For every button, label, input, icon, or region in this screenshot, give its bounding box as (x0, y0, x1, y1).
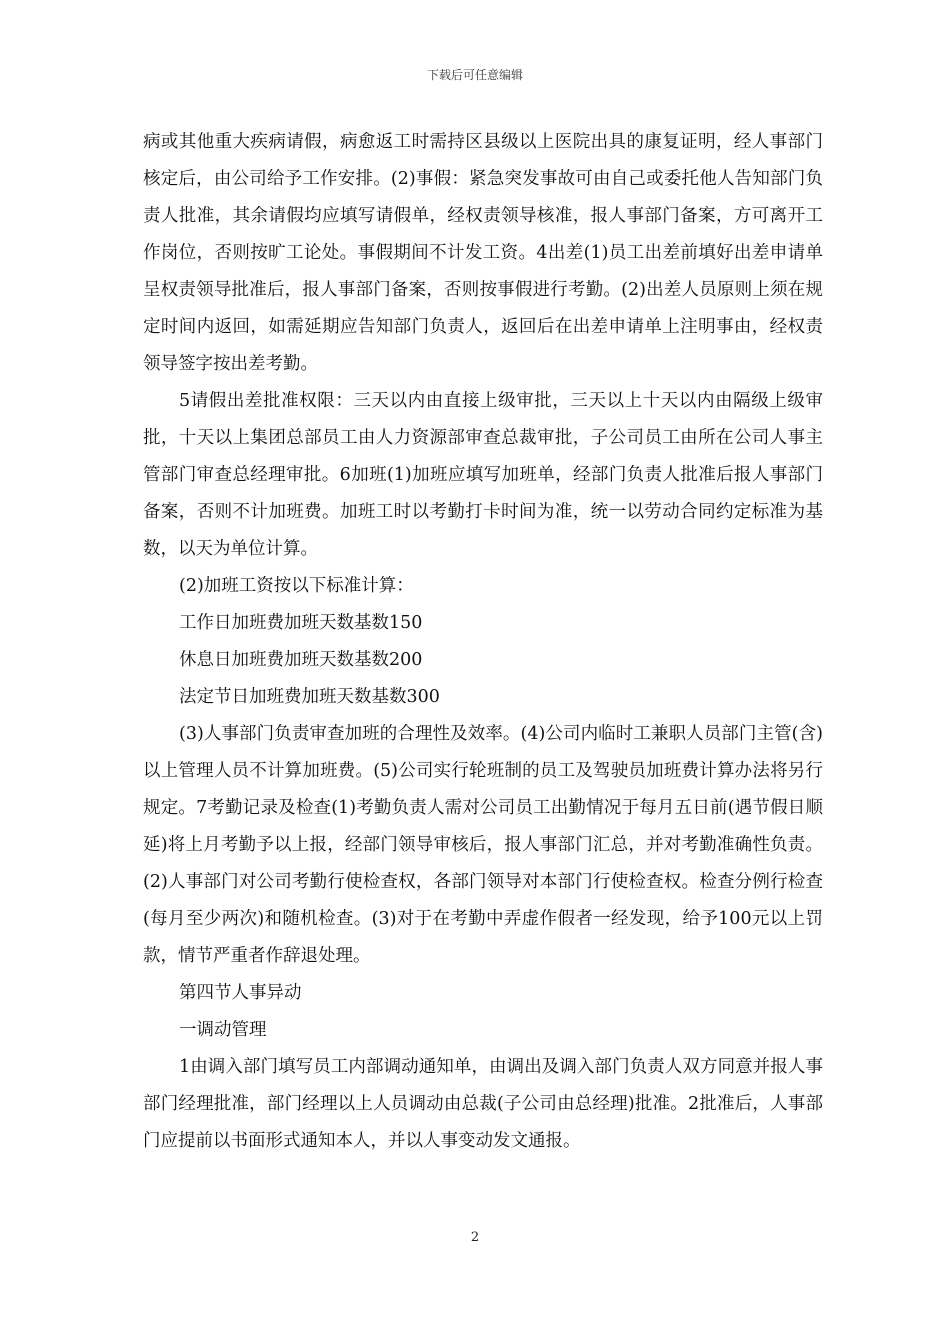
paragraph: (3)人事部门负责审查加班的合理性及效率。(4)公司内临时工兼职人员部门主管(含)以上管理人员不计算加班费。(5)公司实行轮班制的员工及驾驶员加班费计算办法将另行规定。7考勤记录及检查(1)考勤负责人需对公司员工出勤情况于每月五日前(遇节假日顺延)将上月考勤予以上报，经部门领导审核后，报人事部门汇总，并对考勤准确性负责。(2)人事部门对公司考勤行使检查权，各部门领导对本部门行使检查权。检查分例行检查(每月至少两次)和随机检查。(3)对于在考勤中弄虚作假者一经发现，给予100元以上罚款，情节严重者作辞退处理。 (143, 724, 823, 966)
section-heading: 第四节人事异动 (179, 983, 302, 1003)
paragraph: 法定节日加班费加班天数基数300 (179, 687, 440, 707)
paragraph: 5请假出差批准权限：三天以内由直接上级审批，三天以上十天以内由隔级上级审批，十天以上集团总部员工由人力资源部审查总裁审批，子公司员工由所在公司人事主管部门审查总经理审批。6加班(1)加班应填写加班单，经部门负责人批准后报人事部门备案，否则不计加班费。加班工时以考勤打卡时间为准，统一以劳动合同约定标准为基数，以天为单位计算。 (143, 391, 823, 559)
paragraph: (2)加班工资按以下标准计算： (179, 576, 414, 596)
paragraph: 工作日加班费加班天数基数150 (179, 613, 423, 633)
paragraph: 1由调入部门填写员工内部调动通知单，由调出及调入部门负责人双方同意并报人事部门经理批准，部门经理以上人员调动由总裁(子公司由总经理)批准。2批准后，人事部门应提前以书面形式通知本人，并以人事变动发文通报。 (143, 1057, 823, 1151)
subsection-heading: 一调动管理 (179, 1020, 267, 1040)
page-header: 下载后可任意编辑 (426, 68, 523, 82)
document-body (143, 124, 823, 1160)
paragraph: 休息日加班费加班天数基数200 (179, 650, 423, 670)
paragraph: 病或其他重大疾病请假，病愈返工时需持区县级以上医院出具的康复证明，经人事部门核定后，由公司给予工作安排。(2)事假：紧急突发事故可由自己或委托他人告知部门负责人批准，其余请假均应填写请假单，经权责领导核准，报人事部门备案，方可离开工作岗位，否则按旷工论处。事假期间不计发工资。4出差(1)员工出差前填好出差申请单呈权责领导批准后，报人事部门备案，否则按事假进行考勤。(2)出差人员原则上须在规定时间内返回，如需延期应告知部门负责人，返回后在出差申请单上注明事由，经权责领导签字按出差考勤。 (143, 132, 823, 374)
page-number: 2 (470, 1230, 480, 1245)
